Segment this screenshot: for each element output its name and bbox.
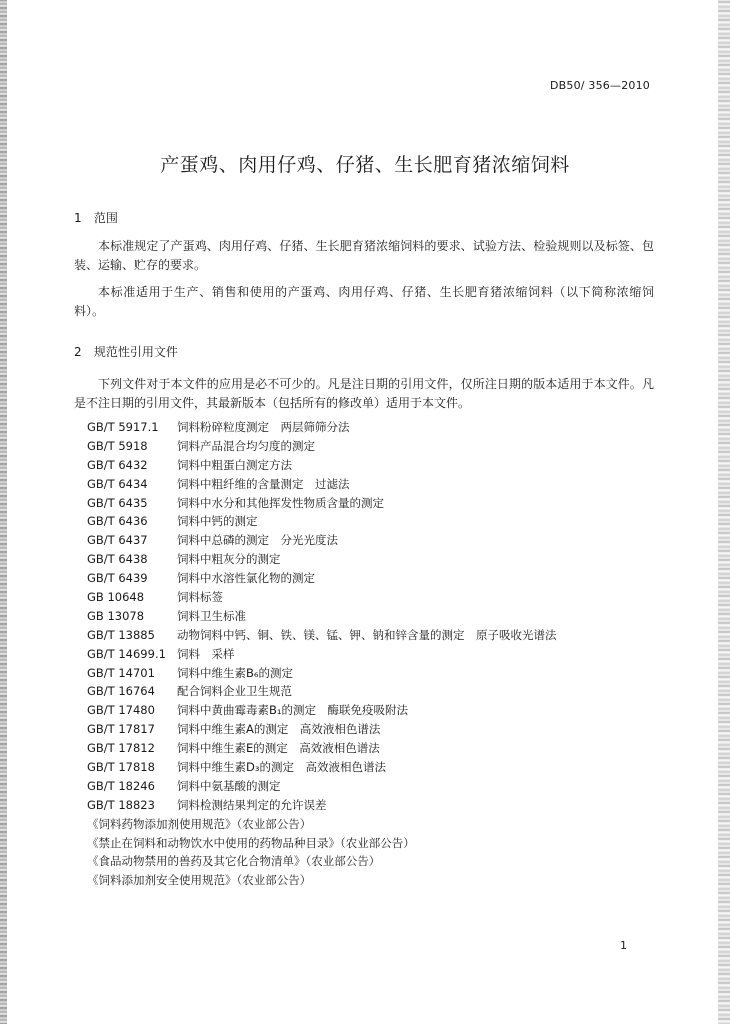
section-2-number: 2 [74,345,82,359]
section-1-paragraph-1: 本标准规定了产蛋鸡、肉用仔鸡、仔猪、生长肥育猪浓缩饲料的要求、试验方法、检验规则以及标签、包装、运输、贮存的要求。 [74,239,654,272]
reference-item [87,512,557,531]
reference-code: GB/T 6437 [87,533,148,548]
reference-code: GB/T 16764 [87,684,155,699]
reference-title: 饲料中钙的测定 [177,514,258,529]
reference-item [87,739,557,758]
reference-item [87,531,557,550]
reference-code: GB/T 13885 [87,627,155,642]
section-1-paragraph-2: 本标准适用于生产、销售和使用的产蛋鸡、肉用仔鸡、仔猪、生长肥育猪浓缩饲料（以下简称浓缩饲料）。 [74,285,654,318]
reference-code: GB/T 18823 [87,797,155,812]
reference-item [87,815,557,834]
normative-reference-list [87,418,557,890]
reference-title: 饲料中氨基酸的测定 [177,778,281,793]
reference-code: GB/T 6432 [87,457,148,472]
reference-title: 饲料中粗蛋白测定方法 [177,457,292,472]
section-2-heading [74,343,178,360]
reference-title: 饲料中粗灰分的测定 [177,552,281,567]
reference-item [87,569,557,588]
reference-item [87,626,557,645]
reference-title: 配合饲料企业卫生规范 [177,684,292,699]
reference-code: GB/T 17812 [87,741,155,756]
reference-item [87,664,557,683]
section-2-title: 规范性引用文件 [93,345,178,359]
reference-code: GB/T 6436 [87,514,148,529]
reference-item [87,494,557,513]
reference-item [87,758,557,777]
document-title: 产蛋鸡、肉用仔鸡、仔猪、生长肥育猪浓缩饲料 [160,154,570,176]
reference-title: 饲料中维生素D₃的测定 高效液相色谱法 [177,760,386,775]
reference-code: GB/T 6438 [87,552,148,567]
section-1-number: 1 [74,211,82,225]
reference-code: GB/T 5918 [87,438,148,453]
reference-code: GB/T 14699.1 [87,646,166,661]
reference-item [87,456,557,475]
reference-item [87,418,557,437]
reference-title: 饲料产品混合均匀度的测定 [177,438,315,453]
reference-title: 饲料卫生标准 [177,608,246,623]
reference-item [87,607,557,626]
reference-title: 《饲料添加剂安全使用规范》（农业部公告） [87,873,312,888]
reference-item [87,720,557,739]
reference-item [87,588,557,607]
reference-title: 饲料中维生素B₆的测定 [177,665,293,680]
reference-code: GB/T 17818 [87,760,155,775]
reference-title: 饲料中黄曲霉毒素B₁的测定 酶联免疫吸附法 [177,703,408,718]
reference-item [87,682,557,701]
reference-item [87,796,557,815]
reference-title: 动物饲料中钙、铜、铁、镁、锰、钾、钠和锌含量的测定 原子吸收光谱法 [177,627,557,642]
reference-code: GB/T 6434 [87,476,148,491]
reference-title: 饲料粉碎粒度测定 两层筛筛分法 [177,420,350,434]
reference-item [87,475,557,494]
page-number: 1 [620,939,627,952]
reference-title: 饲料中维生素E的测定 高效液相色谱法 [177,741,380,756]
reference-code: GB/T 5917.1 [87,420,159,434]
reference-item [87,871,557,890]
section-1-title: 范围 [93,211,118,225]
reference-code: GB/T 17817 [87,722,155,737]
reference-title: 饲料检测结果判定的允许误差 [177,797,327,812]
reference-code: GB 13078 [87,608,145,623]
reference-title: 饲料 采样 [177,646,235,661]
reference-title: 《饲料药物添加剂使用规范》（农业部公告） [87,816,312,831]
reference-item [87,852,557,871]
reference-title: 《食品动物禁用的兽药及其它化合物清单》（农业部公告） [87,854,381,869]
reference-title: 饲料标签 [177,590,223,605]
reference-code: GB/T 18246 [87,778,155,793]
reference-item [87,645,557,664]
reference-title: 饲料中维生素A的测定 高效液相色谱法 [177,722,381,737]
reference-item [87,437,557,456]
reference-title: 饲料中总磷的测定 分光光度法 [177,533,338,548]
reference-code: GB/T 6435 [87,495,148,510]
reference-item [87,550,557,569]
reference-item [87,701,557,720]
standard-code: DB50/ 356—2010 [549,79,650,92]
section-1-heading [74,209,118,226]
reference-item [87,777,557,796]
reference-title: 饲料中水溶性氯化物的测定 [177,571,315,586]
section-2-paragraph-1: 下列文件对于本文件的应用是必不可少的。凡是注日期的引用文件，仅所注日期的版本适用于本文件。凡是不注日期的引用文件，其最新版本（包括所有的修改单）适用于本文件。 [74,377,654,410]
reference-code: GB 10648 [87,590,145,605]
reference-code: GB/T 14701 [87,665,155,680]
reference-title: 饲料中粗纤维的含量测定 过滤法 [177,476,350,491]
reference-title: 饲料中水分和其他挥发性物质含量的测定 [177,495,384,510]
reference-item [87,834,557,853]
reference-code: GB/T 17480 [87,703,155,718]
reference-code: GB/T 6439 [87,571,148,586]
reference-title: 《禁止在饲料和动物饮水中使用的药物品种目录》（农业部公告） [87,835,415,850]
